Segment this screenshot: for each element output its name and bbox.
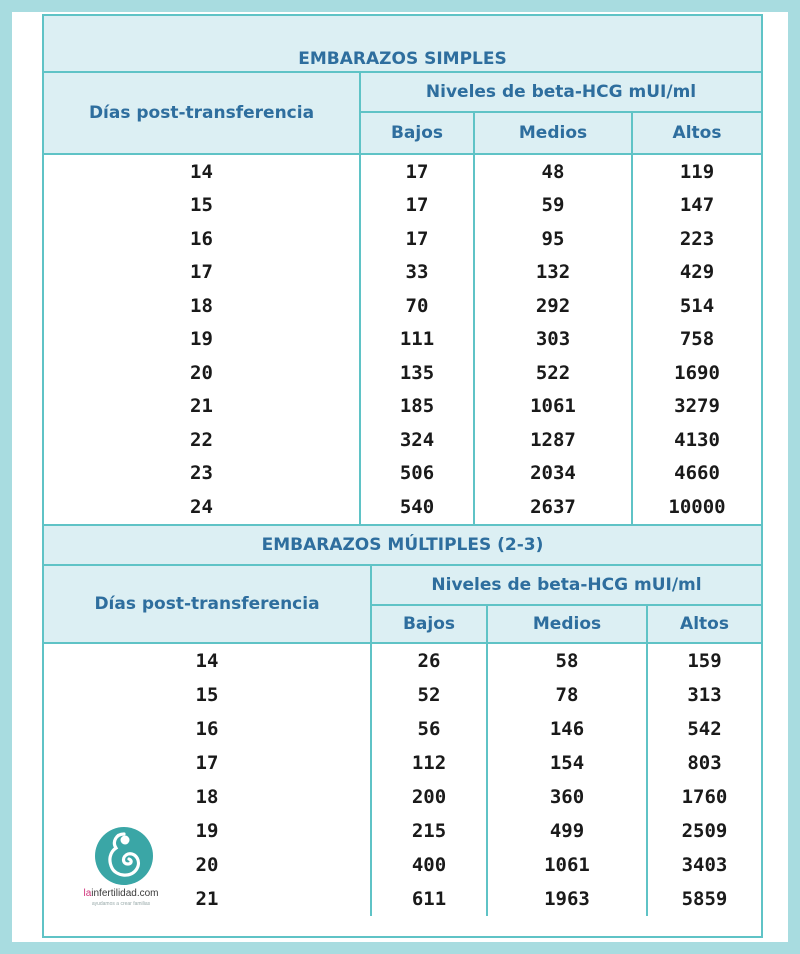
low-value-cell: 200 bbox=[371, 780, 487, 814]
mid-value-cell: 1287 bbox=[474, 423, 632, 457]
mid-value-cell: 303 bbox=[474, 323, 632, 357]
days-header: Días post-transferencia bbox=[44, 72, 360, 154]
low-value-cell: 17 bbox=[360, 222, 474, 256]
mid-value-cell: 58 bbox=[487, 643, 647, 678]
spiral-mother-icon bbox=[94, 826, 154, 886]
mid-value-cell: 292 bbox=[474, 289, 632, 323]
low-value-cell: 17 bbox=[360, 154, 474, 189]
low-value-cell: 185 bbox=[360, 390, 474, 424]
table-row bbox=[44, 423, 761, 457]
table-row bbox=[44, 256, 761, 290]
low-value-cell: 70 bbox=[360, 289, 474, 323]
day-cell: 14 bbox=[44, 643, 371, 678]
table-row bbox=[44, 780, 761, 814]
mid-value-cell: 2034 bbox=[474, 457, 632, 491]
day-cell: 23 bbox=[44, 457, 360, 491]
day-cell: 19 bbox=[44, 814, 371, 848]
mid-value-cell: 78 bbox=[487, 678, 647, 712]
low-value-cell: 111 bbox=[360, 323, 474, 357]
low-value-cell: 611 bbox=[371, 882, 487, 916]
day-cell: 15 bbox=[44, 678, 371, 712]
day-cell: 21 bbox=[44, 882, 371, 916]
mid-value-cell: 146 bbox=[487, 712, 647, 746]
low-column-header: Bajos bbox=[371, 605, 487, 643]
table-row bbox=[44, 457, 761, 491]
table-row bbox=[44, 390, 761, 424]
high-value-cell: 758 bbox=[679, 328, 715, 351]
table-row bbox=[44, 222, 761, 256]
high-value-cell: 542 bbox=[687, 718, 722, 740]
mid-value-cell: 1061 bbox=[474, 390, 632, 424]
high-value-cell: 4660 bbox=[674, 462, 720, 485]
mid-value-cell: 360 bbox=[487, 780, 647, 814]
mid-value-cell: 1061 bbox=[487, 848, 647, 882]
day-cell: 17 bbox=[44, 256, 360, 290]
low-column-header: Bajos bbox=[360, 112, 474, 154]
brand-name bbox=[66, 888, 176, 899]
brand-tagline: ayudamos a crear familias bbox=[91, 901, 151, 907]
low-value-cell: 112 bbox=[371, 746, 487, 780]
high-value-cell: 514 bbox=[679, 294, 715, 317]
mid-value-cell: 48 bbox=[474, 154, 632, 189]
day-cell: 18 bbox=[44, 780, 371, 814]
mid-value-cell: 132 bbox=[474, 256, 632, 290]
header-row bbox=[44, 565, 761, 605]
day-cell: 14 bbox=[44, 154, 360, 189]
mid-column-header: Medios bbox=[487, 605, 647, 643]
days-header: Días post-transferencia bbox=[44, 565, 371, 643]
beta-hcg-levels-header: Niveles de beta-HCG mUI/ml bbox=[360, 72, 761, 112]
high-value-cell: 223 bbox=[679, 227, 715, 250]
high-value-cell: 5859 bbox=[681, 888, 728, 910]
high-value-cell: 3403 bbox=[681, 854, 728, 876]
high-value-cell: 803 bbox=[687, 752, 722, 774]
low-value-cell: 52 bbox=[371, 678, 487, 712]
high-value-cell: 4130 bbox=[674, 428, 720, 451]
high-value-cell: 147 bbox=[679, 194, 715, 217]
day-cell: 16 bbox=[44, 712, 371, 746]
brand-prefix: la bbox=[83, 888, 92, 899]
table-frame bbox=[42, 14, 763, 938]
header-row bbox=[44, 72, 761, 112]
low-value-cell: 33 bbox=[360, 256, 474, 290]
day-cell: 20 bbox=[44, 848, 371, 882]
high-value-cell: 2509 bbox=[681, 820, 728, 842]
low-value-cell: 506 bbox=[360, 457, 474, 491]
high-value-cell: 10000 bbox=[668, 495, 726, 518]
low-value-cell: 26 bbox=[371, 643, 487, 678]
page bbox=[12, 12, 788, 942]
high-value-cell: 1690 bbox=[674, 361, 720, 384]
mid-value-cell: 2637 bbox=[474, 490, 632, 524]
table-row bbox=[44, 323, 761, 357]
day-cell: 16 bbox=[44, 222, 360, 256]
table-row bbox=[44, 678, 761, 712]
day-cell: 22 bbox=[44, 423, 360, 457]
high-value-cell: 159 bbox=[687, 650, 722, 672]
logo bbox=[66, 826, 176, 906]
table-row bbox=[44, 289, 761, 323]
mid-value-cell: 59 bbox=[474, 189, 632, 223]
brand-main: infertilidad.com bbox=[91, 888, 159, 899]
table-title-row bbox=[44, 525, 761, 565]
high-column-header: Altos bbox=[647, 605, 761, 643]
low-value-cell: 324 bbox=[360, 423, 474, 457]
day-cell: 18 bbox=[44, 289, 360, 323]
simple-pregnancies-body bbox=[44, 154, 761, 524]
low-value-cell: 215 bbox=[371, 814, 487, 848]
high-column-header: Altos bbox=[632, 112, 761, 154]
day-cell: 20 bbox=[44, 356, 360, 390]
table-row bbox=[44, 189, 761, 223]
mid-value-cell: 1963 bbox=[487, 882, 647, 916]
simple-pregnancies-table bbox=[44, 16, 761, 524]
high-value-cell: 3279 bbox=[674, 395, 720, 418]
day-cell: 15 bbox=[44, 189, 360, 223]
low-value-cell: 135 bbox=[360, 356, 474, 390]
day-cell: 17 bbox=[44, 746, 371, 780]
low-value-cell: 540 bbox=[360, 490, 474, 524]
low-value-cell: 400 bbox=[371, 848, 487, 882]
table-title-row bbox=[44, 16, 761, 72]
table-row bbox=[44, 356, 761, 390]
day-cell: 21 bbox=[44, 390, 360, 424]
low-value-cell: 17 bbox=[360, 189, 474, 223]
table-row bbox=[44, 643, 761, 678]
table-row bbox=[44, 490, 761, 524]
mid-value-cell: 154 bbox=[487, 746, 647, 780]
day-cell: 19 bbox=[44, 323, 360, 357]
high-value-cell: 119 bbox=[679, 160, 715, 183]
table-row bbox=[44, 712, 761, 746]
high-value-cell: 1760 bbox=[681, 786, 728, 808]
mid-value-cell: 95 bbox=[474, 222, 632, 256]
high-value-cell: 429 bbox=[679, 261, 715, 284]
low-value-cell: 56 bbox=[371, 712, 487, 746]
table-title: EMBARAZOS SIMPLES bbox=[44, 16, 761, 72]
table-row bbox=[44, 154, 761, 189]
mid-value-cell: 522 bbox=[474, 356, 632, 390]
table-row bbox=[44, 746, 761, 780]
table-title: EMBARAZOS MÚLTIPLES (2-3) bbox=[44, 525, 761, 565]
beta-hcg-levels-header: Niveles de beta-HCG mUI/ml bbox=[371, 565, 761, 605]
mid-value-cell: 499 bbox=[487, 814, 647, 848]
mid-column-header: Medios bbox=[474, 112, 632, 154]
day-cell: 24 bbox=[44, 490, 360, 524]
high-value-cell: 313 bbox=[687, 684, 722, 706]
